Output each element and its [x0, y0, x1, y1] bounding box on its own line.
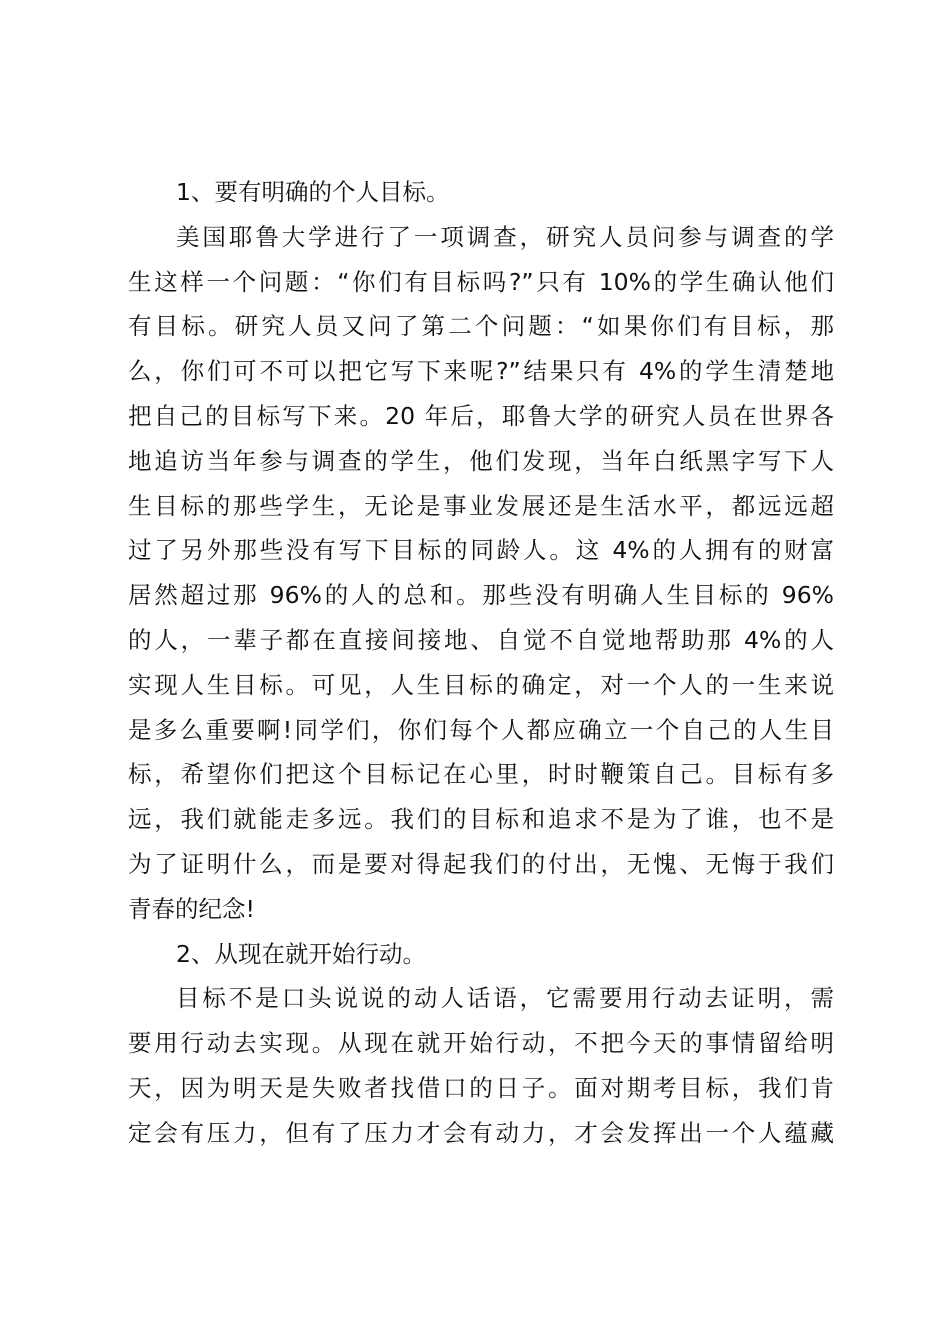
- paragraph-line: 是多么重要啊!同学们，你们每个人都应确立一个自己的人生目: [128, 715, 834, 744]
- paragraph-line: 为了证明什么，而是要对得起我们的付出，无愧、无悔于我们: [128, 849, 834, 878]
- paragraph-line: 有目标。研究人员又问了第二个问题：“如果你们有目标，那: [128, 312, 834, 341]
- paragraph-line: 目标不是口头说说的动人话语，它需要用行动去证明，需: [176, 984, 834, 1013]
- paragraph-line: 生这样一个问题：“你们有目标吗?”只有 10%的学生确认他们: [128, 267, 834, 296]
- paragraph-line: 生目标的那些学生，无论是事业发展还是生活水平，都远远超: [128, 491, 834, 520]
- section-heading-1: 1、要有明确的个人目标。: [176, 178, 450, 206]
- paragraph-line: 要用行动去实现。从现在就开始行动，不把今天的事情留给明: [128, 1029, 834, 1058]
- paragraph-line: 实现人生目标。可见，人生目标的确定，对一个人的一生来说: [128, 670, 834, 699]
- paragraph-line: 把自己的目标写下来。20 年后，耶鲁大学的研究人员在世界各: [128, 401, 834, 430]
- paragraph-2: [128, 976, 834, 1155]
- section-heading-2: 2、从现在就开始行动。: [176, 939, 426, 968]
- paragraph-line: 的人，一辈子都在直接间接地、自觉不自觉地帮助那 4%的人: [128, 625, 834, 654]
- paragraph-line: 远，我们就能走多远。我们的目标和追求不是为了谁，也不是: [128, 805, 834, 834]
- paragraph-line: 么，你们可不可以把它写下来呢?”结果只有 4%的学生清楚地: [128, 357, 834, 386]
- paragraph-line: 美国耶鲁大学进行了一项调查，研究人员问参与调查的学: [176, 222, 834, 251]
- paragraph-line: 定会有压力，但有了压力才会有动力，才会发挥出一个人蕴藏: [128, 1118, 834, 1147]
- document-body: [128, 170, 834, 1156]
- paragraph-line: 过了另外那些没有写下目标的同龄人。这 4%的人拥有的财富: [128, 536, 834, 565]
- paragraph-line: 天，因为明天是失败者找借口的日子。面对期考目标，我们肯: [128, 1073, 834, 1102]
- paragraph-1: [128, 215, 834, 932]
- paragraph-line: 青春的纪念!: [128, 894, 255, 923]
- paragraph-line: 标，希望你们把这个目标记在心里，时时鞭策自己。目标有多: [128, 760, 834, 789]
- paragraph-line: 居然超过那 96%的人的总和。那些没有明确人生目标的 96%: [128, 581, 834, 610]
- paragraph-line: 地追访当年参与调查的学生，他们发现，当年白纸黑字写下人: [128, 446, 834, 475]
